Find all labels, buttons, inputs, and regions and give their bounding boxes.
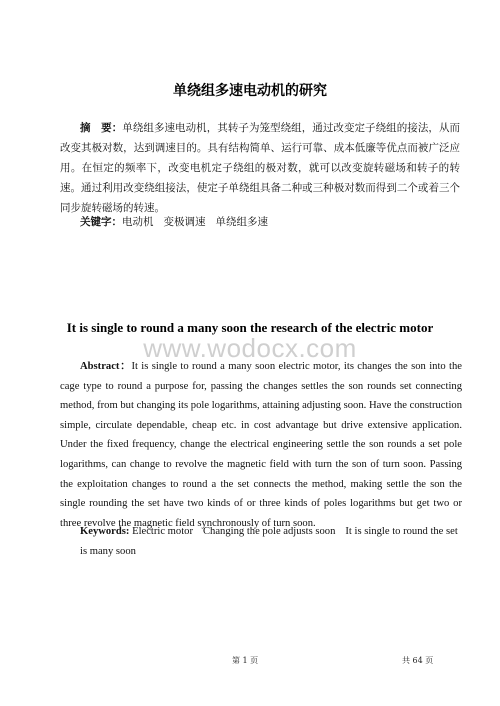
english-keyword: Changing the pole adjusts soon	[202, 526, 336, 537]
total-pages: 共 64 页	[402, 656, 434, 665]
chinese-keyword: 电动机	[122, 216, 154, 228]
chinese-abstract-label: 摘 要：	[80, 122, 123, 134]
chinese-keywords	[80, 212, 268, 232]
watermark: www.wodocx.com	[143, 333, 357, 363]
english-keywords	[80, 522, 460, 561]
english-title: It is single to round a many soon the research of the electric motor	[66, 320, 434, 335]
page-number: 第 1 页	[232, 656, 259, 665]
chinese-abstract-text: 单绕组多速电动机，其转子为笼型绕组，通过改变定子绕组的接法，从而改变其极对数，达到调速目的。具有结构简单、运行可靠、成本低廉等优点而被广泛应用。在恒定的频率下，改变电机定子绕组的极对数，就可以改变旋转磁场和转子的转速。通过利用改变绕组接法，使定子单绕组具备二种或三种极对数而得到二个或着三个同步旋转磁场的转速。	[60, 122, 461, 214]
chinese-title: 单绕组多速电动机的研究	[173, 83, 327, 99]
english-abstract	[60, 357, 462, 533]
english-abstract-text: It is single to round a many soon electric motor, its changes the son into the cage type to round a purpose for, passing the changes settles the son rounds set connecting method, from but changing its pole logarithms, attaining adjusting soon. Have the construction simple, circulate dependable, cheap etc. in cost advantage but drive extensive application. Under the fixed frequency, change the electrical engineering settle the son rounds a set pole logarithms, can change to revolve the magnetic field with turn the son of turn soon. Passing the exploitation changes to round a the set connects the method, making settle the son the single rounding the set have two kinds of or three kinds of poles logarithms but get two or three revolve the magnetic field synchronously of turn soon.	[60, 361, 462, 529]
english-keywords-label: Keywords:	[80, 526, 130, 537]
chinese-keyword: 变极调速	[163, 216, 206, 228]
english-abstract-label: Abstract：	[80, 361, 132, 372]
chinese-abstract	[60, 118, 460, 218]
chinese-keywords-label: 关键字：	[80, 216, 122, 228]
english-keyword: Electric motor	[132, 526, 193, 537]
english-keyword: It is single to round the set is many soon	[80, 526, 458, 557]
chinese-keyword: 单绕组多速	[215, 216, 268, 228]
